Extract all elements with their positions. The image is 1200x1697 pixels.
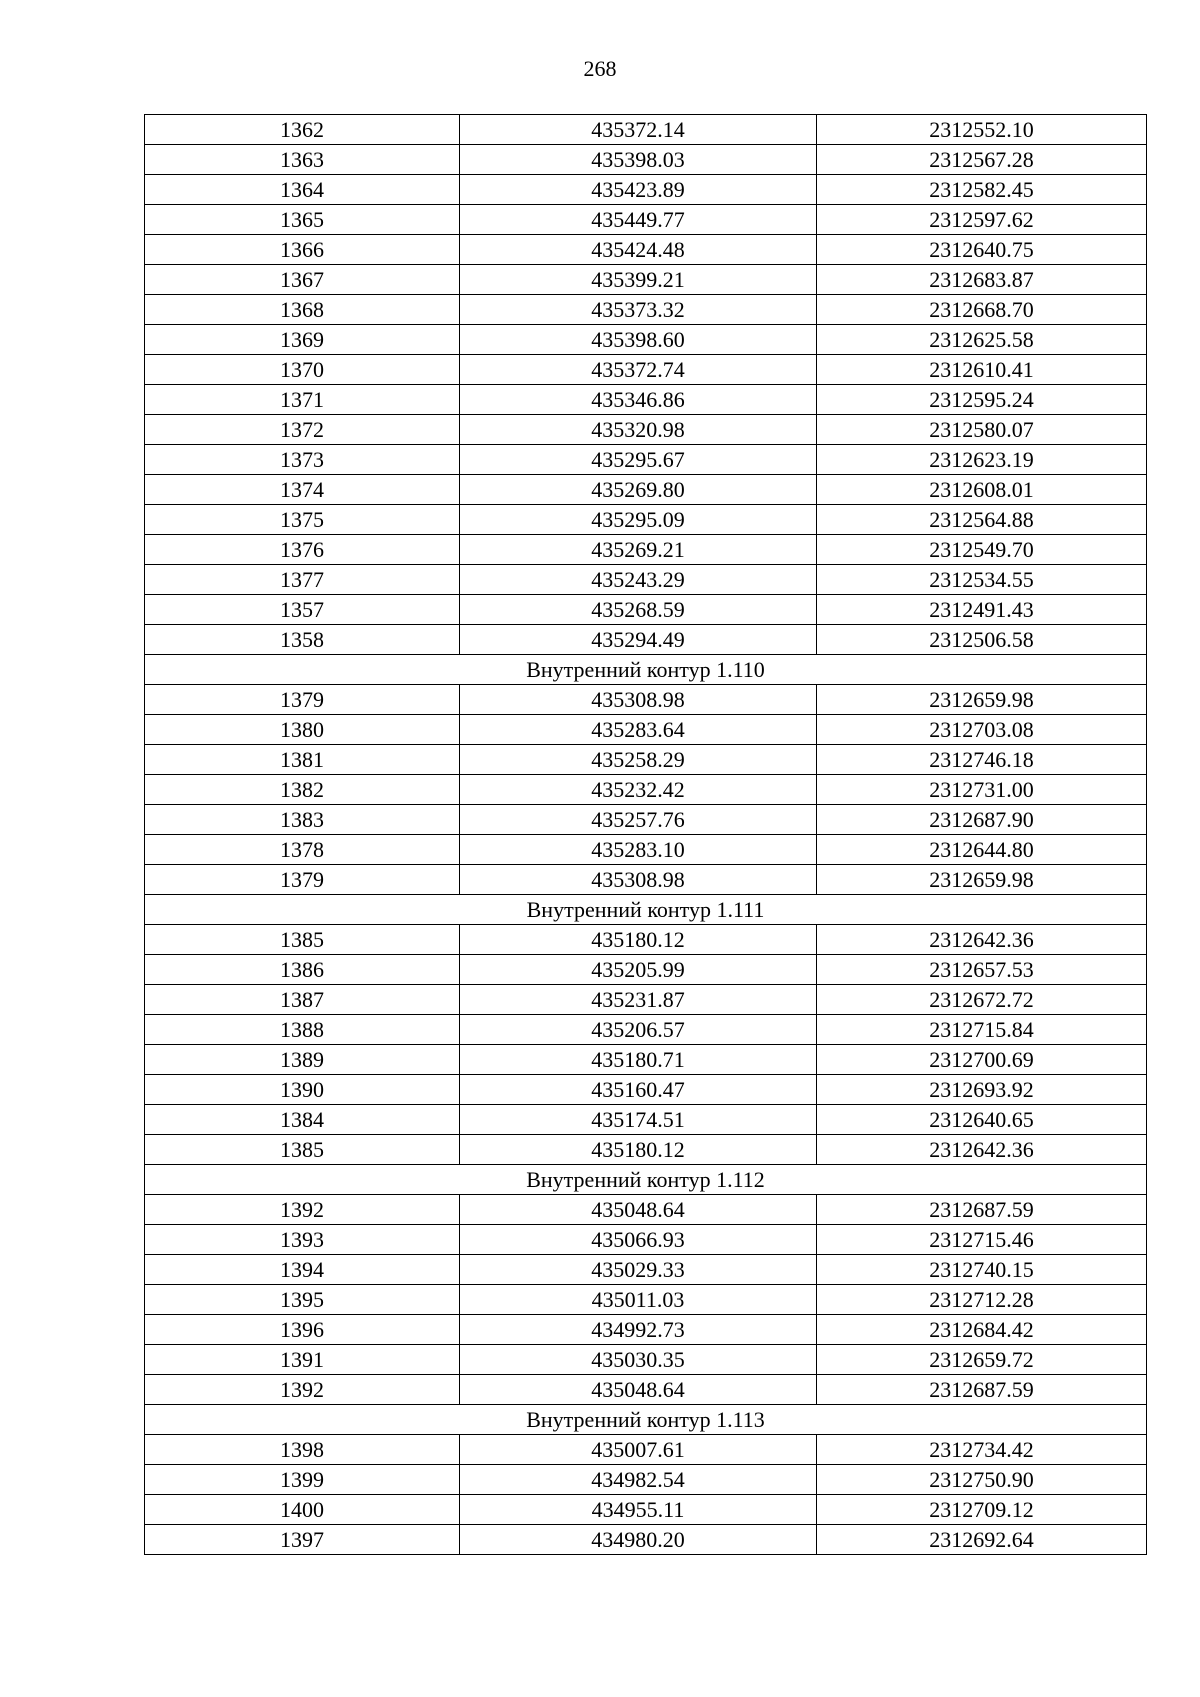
y-coordinate-cell: 2312595.24 bbox=[817, 385, 1147, 415]
x-coordinate-cell: 435048.64 bbox=[460, 1195, 817, 1225]
section-title: Внутренний контур 1.112 bbox=[145, 1165, 1147, 1195]
table-row bbox=[145, 1465, 1147, 1495]
x-coordinate-cell: 435048.64 bbox=[460, 1375, 817, 1405]
table-row bbox=[145, 805, 1147, 835]
point-number-cell: 1394 bbox=[145, 1255, 460, 1285]
x-coordinate-cell: 435449.77 bbox=[460, 205, 817, 235]
x-coordinate-cell: 435372.74 bbox=[460, 355, 817, 385]
table-row bbox=[145, 1135, 1147, 1165]
section-header-row bbox=[145, 655, 1147, 685]
x-coordinate-cell: 435295.09 bbox=[460, 505, 817, 535]
point-number-cell: 1362 bbox=[145, 115, 460, 145]
x-coordinate-cell: 435283.64 bbox=[460, 715, 817, 745]
point-number-cell: 1388 bbox=[145, 1015, 460, 1045]
table-row bbox=[145, 475, 1147, 505]
point-number-cell: 1392 bbox=[145, 1195, 460, 1225]
table-row bbox=[145, 1075, 1147, 1105]
x-coordinate-cell: 434980.20 bbox=[460, 1525, 817, 1555]
point-number-cell: 1379 bbox=[145, 685, 460, 715]
point-number-cell: 1398 bbox=[145, 1435, 460, 1465]
table-row bbox=[145, 835, 1147, 865]
y-coordinate-cell: 2312692.64 bbox=[817, 1525, 1147, 1555]
y-coordinate-cell: 2312580.07 bbox=[817, 415, 1147, 445]
x-coordinate-cell: 435295.67 bbox=[460, 445, 817, 475]
point-number-cell: 1374 bbox=[145, 475, 460, 505]
y-coordinate-cell: 2312746.18 bbox=[817, 745, 1147, 775]
point-number-cell: 1391 bbox=[145, 1345, 460, 1375]
point-number-cell: 1369 bbox=[145, 325, 460, 355]
y-coordinate-cell: 2312564.88 bbox=[817, 505, 1147, 535]
point-number-cell: 1377 bbox=[145, 565, 460, 595]
x-coordinate-cell: 435269.21 bbox=[460, 535, 817, 565]
point-number-cell: 1378 bbox=[145, 835, 460, 865]
x-coordinate-cell: 435206.57 bbox=[460, 1015, 817, 1045]
point-number-cell: 1371 bbox=[145, 385, 460, 415]
table-row bbox=[145, 505, 1147, 535]
page-number: 268 bbox=[583, 56, 617, 81]
section-title: Внутренний контур 1.113 bbox=[145, 1405, 1147, 1435]
x-coordinate-cell: 435180.12 bbox=[460, 925, 817, 955]
table-row bbox=[145, 865, 1147, 895]
table-row bbox=[145, 1255, 1147, 1285]
x-coordinate-cell: 435007.61 bbox=[460, 1435, 817, 1465]
y-coordinate-cell: 2312659.72 bbox=[817, 1345, 1147, 1375]
section-header-row bbox=[145, 1405, 1147, 1435]
y-coordinate-cell: 2312642.36 bbox=[817, 1135, 1147, 1165]
table-row bbox=[145, 595, 1147, 625]
coordinates-table-body bbox=[145, 115, 1147, 1555]
coordinates-table bbox=[144, 114, 1147, 1555]
x-coordinate-cell: 435160.47 bbox=[460, 1075, 817, 1105]
point-number-cell: 1372 bbox=[145, 415, 460, 445]
table-row bbox=[145, 205, 1147, 235]
y-coordinate-cell: 2312549.70 bbox=[817, 535, 1147, 565]
x-coordinate-cell: 435174.51 bbox=[460, 1105, 817, 1135]
y-coordinate-cell: 2312750.90 bbox=[817, 1465, 1147, 1495]
x-coordinate-cell: 435232.42 bbox=[460, 775, 817, 805]
x-coordinate-cell: 435269.80 bbox=[460, 475, 817, 505]
table-row bbox=[145, 355, 1147, 385]
point-number-cell: 1395 bbox=[145, 1285, 460, 1315]
table-row bbox=[145, 775, 1147, 805]
x-coordinate-cell: 435294.49 bbox=[460, 625, 817, 655]
x-coordinate-cell: 435283.10 bbox=[460, 835, 817, 865]
point-number-cell: 1392 bbox=[145, 1375, 460, 1405]
table-row bbox=[145, 1375, 1147, 1405]
x-coordinate-cell: 435180.12 bbox=[460, 1135, 817, 1165]
y-coordinate-cell: 2312640.65 bbox=[817, 1105, 1147, 1135]
x-coordinate-cell: 435346.86 bbox=[460, 385, 817, 415]
point-number-cell: 1384 bbox=[145, 1105, 460, 1135]
y-coordinate-cell: 2312684.42 bbox=[817, 1315, 1147, 1345]
point-number-cell: 1399 bbox=[145, 1465, 460, 1495]
point-number-cell: 1373 bbox=[145, 445, 460, 475]
y-coordinate-cell: 2312715.46 bbox=[817, 1225, 1147, 1255]
point-number-cell: 1375 bbox=[145, 505, 460, 535]
y-coordinate-cell: 2312731.00 bbox=[817, 775, 1147, 805]
x-coordinate-cell: 435066.93 bbox=[460, 1225, 817, 1255]
y-coordinate-cell: 2312687.59 bbox=[817, 1375, 1147, 1405]
point-number-cell: 1385 bbox=[145, 1135, 460, 1165]
x-coordinate-cell: 435029.33 bbox=[460, 1255, 817, 1285]
y-coordinate-cell: 2312506.58 bbox=[817, 625, 1147, 655]
table-row bbox=[145, 535, 1147, 565]
table-row bbox=[145, 715, 1147, 745]
y-coordinate-cell: 2312552.10 bbox=[817, 115, 1147, 145]
y-coordinate-cell: 2312712.28 bbox=[817, 1285, 1147, 1315]
y-coordinate-cell: 2312640.75 bbox=[817, 235, 1147, 265]
table-row bbox=[145, 1195, 1147, 1225]
table-row bbox=[145, 1495, 1147, 1525]
table-row bbox=[145, 1045, 1147, 1075]
point-number-cell: 1368 bbox=[145, 295, 460, 325]
table-row bbox=[145, 1285, 1147, 1315]
table-row bbox=[145, 925, 1147, 955]
x-coordinate-cell: 435268.59 bbox=[460, 595, 817, 625]
table-row bbox=[145, 1015, 1147, 1045]
y-coordinate-cell: 2312642.36 bbox=[817, 925, 1147, 955]
point-number-cell: 1366 bbox=[145, 235, 460, 265]
point-number-cell: 1379 bbox=[145, 865, 460, 895]
point-number-cell: 1370 bbox=[145, 355, 460, 385]
section-header-row bbox=[145, 895, 1147, 925]
table-row bbox=[145, 175, 1147, 205]
point-number-cell: 1396 bbox=[145, 1315, 460, 1345]
y-coordinate-cell: 2312567.28 bbox=[817, 145, 1147, 175]
y-coordinate-cell: 2312644.80 bbox=[817, 835, 1147, 865]
y-coordinate-cell: 2312625.58 bbox=[817, 325, 1147, 355]
point-number-cell: 1389 bbox=[145, 1045, 460, 1075]
table-row bbox=[145, 265, 1147, 295]
x-coordinate-cell: 435373.32 bbox=[460, 295, 817, 325]
section-header-row bbox=[145, 1165, 1147, 1195]
y-coordinate-cell: 2312683.87 bbox=[817, 265, 1147, 295]
y-coordinate-cell: 2312668.70 bbox=[817, 295, 1147, 325]
x-coordinate-cell: 435258.29 bbox=[460, 745, 817, 775]
point-number-cell: 1393 bbox=[145, 1225, 460, 1255]
x-coordinate-cell: 435180.71 bbox=[460, 1045, 817, 1075]
table-row bbox=[145, 445, 1147, 475]
y-coordinate-cell: 2312597.62 bbox=[817, 205, 1147, 235]
y-coordinate-cell: 2312703.08 bbox=[817, 715, 1147, 745]
point-number-cell: 1357 bbox=[145, 595, 460, 625]
point-number-cell: 1367 bbox=[145, 265, 460, 295]
y-coordinate-cell: 2312687.90 bbox=[817, 805, 1147, 835]
table-row bbox=[145, 115, 1147, 145]
y-coordinate-cell: 2312693.92 bbox=[817, 1075, 1147, 1105]
point-number-cell: 1358 bbox=[145, 625, 460, 655]
y-coordinate-cell: 2312734.42 bbox=[817, 1435, 1147, 1465]
y-coordinate-cell: 2312672.72 bbox=[817, 985, 1147, 1015]
table-row bbox=[145, 385, 1147, 415]
table-row bbox=[145, 145, 1147, 175]
point-number-cell: 1397 bbox=[145, 1525, 460, 1555]
table-row bbox=[145, 685, 1147, 715]
table-row bbox=[145, 1105, 1147, 1135]
x-coordinate-cell: 434982.54 bbox=[460, 1465, 817, 1495]
point-number-cell: 1390 bbox=[145, 1075, 460, 1105]
x-coordinate-cell: 435398.03 bbox=[460, 145, 817, 175]
x-coordinate-cell: 435423.89 bbox=[460, 175, 817, 205]
point-number-cell: 1364 bbox=[145, 175, 460, 205]
x-coordinate-cell: 435424.48 bbox=[460, 235, 817, 265]
y-coordinate-cell: 2312608.01 bbox=[817, 475, 1147, 505]
x-coordinate-cell: 435308.98 bbox=[460, 865, 817, 895]
point-number-cell: 1363 bbox=[145, 145, 460, 175]
point-number-cell: 1385 bbox=[145, 925, 460, 955]
y-coordinate-cell: 2312709.12 bbox=[817, 1495, 1147, 1525]
x-coordinate-cell: 435398.60 bbox=[460, 325, 817, 355]
point-number-cell: 1376 bbox=[145, 535, 460, 565]
x-coordinate-cell: 435243.29 bbox=[460, 565, 817, 595]
table-row bbox=[145, 1315, 1147, 1345]
section-title: Внутренний контур 1.110 bbox=[145, 655, 1147, 685]
y-coordinate-cell: 2312534.55 bbox=[817, 565, 1147, 595]
point-number-cell: 1383 bbox=[145, 805, 460, 835]
y-coordinate-cell: 2312491.43 bbox=[817, 595, 1147, 625]
x-coordinate-cell: 435231.87 bbox=[460, 985, 817, 1015]
table-row bbox=[145, 1435, 1147, 1465]
section-title: Внутренний контур 1.111 bbox=[145, 895, 1147, 925]
y-coordinate-cell: 2312657.53 bbox=[817, 955, 1147, 985]
point-number-cell: 1380 bbox=[145, 715, 460, 745]
x-coordinate-cell: 435205.99 bbox=[460, 955, 817, 985]
table-row bbox=[145, 295, 1147, 325]
table-row bbox=[145, 985, 1147, 1015]
point-number-cell: 1386 bbox=[145, 955, 460, 985]
table-row bbox=[145, 625, 1147, 655]
table-row bbox=[145, 325, 1147, 355]
x-coordinate-cell: 434955.11 bbox=[460, 1495, 817, 1525]
point-number-cell: 1400 bbox=[145, 1495, 460, 1525]
y-coordinate-cell: 2312659.98 bbox=[817, 685, 1147, 715]
y-coordinate-cell: 2312659.98 bbox=[817, 865, 1147, 895]
x-coordinate-cell: 435372.14 bbox=[460, 115, 817, 145]
table-row bbox=[145, 955, 1147, 985]
table-row bbox=[145, 1225, 1147, 1255]
table-row bbox=[145, 1345, 1147, 1375]
point-number-cell: 1365 bbox=[145, 205, 460, 235]
point-number-cell: 1387 bbox=[145, 985, 460, 1015]
x-coordinate-cell: 435320.98 bbox=[460, 415, 817, 445]
table-row bbox=[145, 235, 1147, 265]
x-coordinate-cell: 434992.73 bbox=[460, 1315, 817, 1345]
y-coordinate-cell: 2312700.69 bbox=[817, 1045, 1147, 1075]
point-number-cell: 1381 bbox=[145, 745, 460, 775]
y-coordinate-cell: 2312623.19 bbox=[817, 445, 1147, 475]
x-coordinate-cell: 435030.35 bbox=[460, 1345, 817, 1375]
y-coordinate-cell: 2312687.59 bbox=[817, 1195, 1147, 1225]
y-coordinate-cell: 2312582.45 bbox=[817, 175, 1147, 205]
y-coordinate-cell: 2312610.41 bbox=[817, 355, 1147, 385]
y-coordinate-cell: 2312740.15 bbox=[817, 1255, 1147, 1285]
x-coordinate-cell: 435257.76 bbox=[460, 805, 817, 835]
y-coordinate-cell: 2312715.84 bbox=[817, 1015, 1147, 1045]
point-number-cell: 1382 bbox=[145, 775, 460, 805]
x-coordinate-cell: 435308.98 bbox=[460, 685, 817, 715]
table-row bbox=[145, 745, 1147, 775]
table-row bbox=[145, 565, 1147, 595]
x-coordinate-cell: 435011.03 bbox=[460, 1285, 817, 1315]
x-coordinate-cell: 435399.21 bbox=[460, 265, 817, 295]
table-row bbox=[145, 1525, 1147, 1555]
table-row bbox=[145, 415, 1147, 445]
